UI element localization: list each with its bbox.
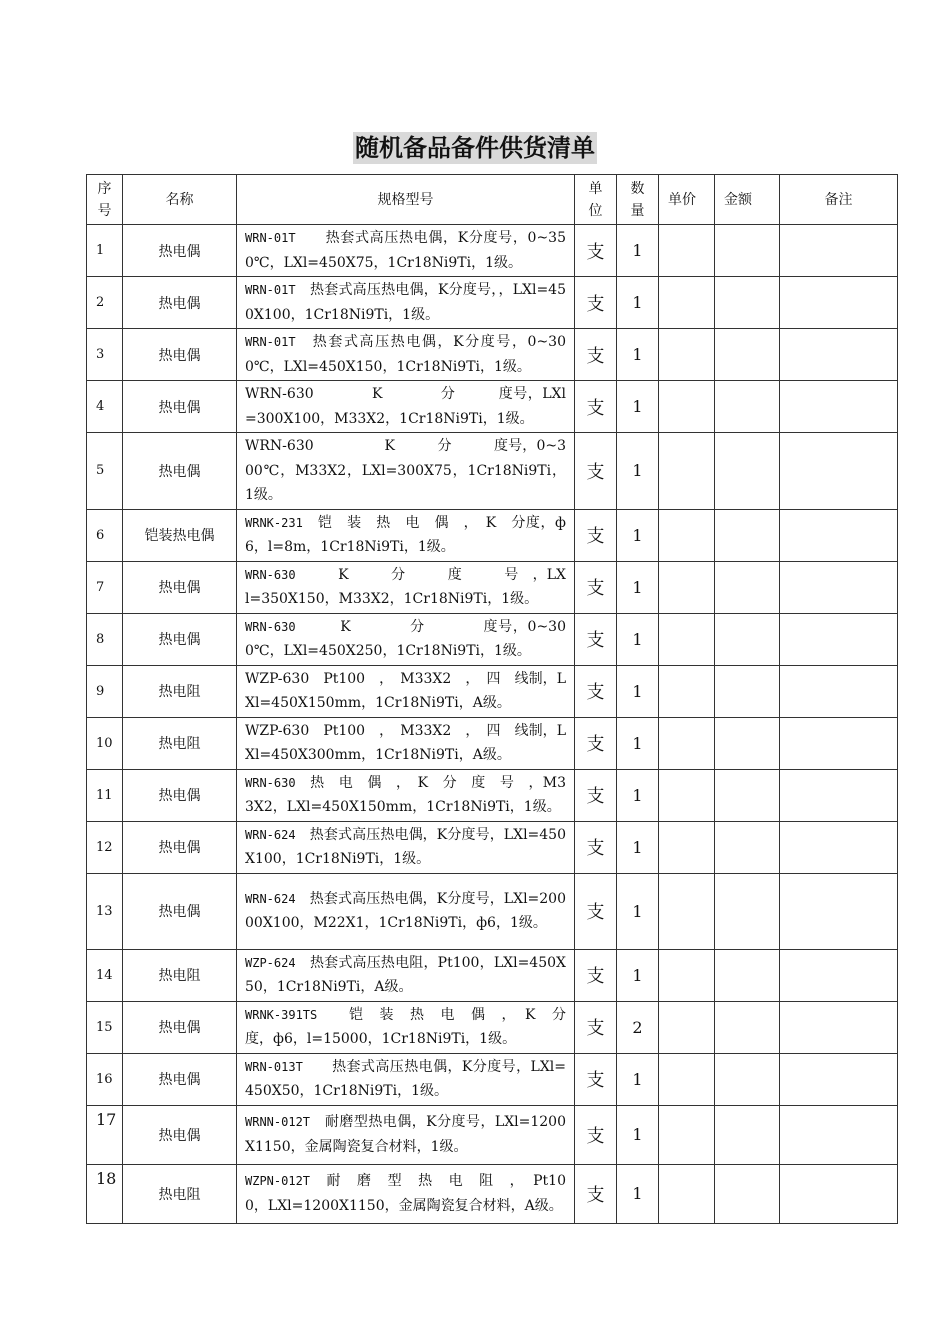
cell-note bbox=[780, 949, 898, 1001]
cell-unit: 支 bbox=[575, 769, 617, 821]
cell-amount bbox=[715, 277, 780, 329]
header-amount: 金额 bbox=[715, 175, 780, 225]
table-row bbox=[87, 873, 898, 949]
cell-note bbox=[780, 665, 898, 717]
table-row bbox=[87, 433, 898, 510]
cell-price bbox=[659, 329, 715, 381]
spec-description: 热套式高压热电偶，K分度号，LXl=450X100，1Cr18Ni9Ti，1级。 bbox=[245, 826, 566, 867]
cell-note bbox=[780, 329, 898, 381]
cell-note bbox=[780, 769, 898, 821]
cell-name: 热电偶 bbox=[123, 381, 237, 433]
spec-model-code: WZPN-012T bbox=[245, 1174, 311, 1188]
cell-spec bbox=[237, 329, 575, 381]
spec-description: 热套式高压热电偶，K分度号，，LXl=450X100，1Cr18Ni9Ti，1级。 bbox=[245, 282, 566, 323]
spec-description: WZP-630 Pt100 ， M33X2 ， 四 线制，LXl=450X300mm，1Cr18Ni9Ti，A级。 bbox=[245, 722, 566, 763]
spec-description: K 分 度 号 ，LXl=350X150，M33X2，1Cr18Ni9Ti，1级。 bbox=[245, 566, 566, 607]
cell-note bbox=[780, 225, 898, 277]
cell-name: 热电偶 bbox=[123, 277, 237, 329]
cell-spec bbox=[237, 225, 575, 277]
cell-note bbox=[780, 277, 898, 329]
cell-amount bbox=[715, 1001, 780, 1053]
cell-seq: 18 bbox=[87, 1164, 123, 1223]
cell-amount bbox=[715, 821, 780, 873]
spec-model-code: WRN-01T bbox=[245, 283, 296, 297]
cell-name: 热电阻 bbox=[123, 665, 237, 717]
header-note: 备注 bbox=[780, 175, 898, 225]
cell-note bbox=[780, 1164, 898, 1223]
table-row bbox=[87, 225, 898, 277]
cell-price bbox=[659, 277, 715, 329]
cell-spec bbox=[237, 821, 575, 873]
cell-qty: 1 bbox=[617, 225, 659, 277]
table-row bbox=[87, 561, 898, 613]
cell-seq: 16 bbox=[87, 1053, 123, 1105]
cell-name: 铠装热电偶 bbox=[123, 509, 237, 561]
spec-model-code: WRNK-391TS bbox=[245, 1007, 318, 1022]
cell-price bbox=[659, 433, 715, 510]
spec-model-code: WRN-624 bbox=[245, 827, 296, 842]
cell-qty: 1 bbox=[617, 561, 659, 613]
spec-description: 铠 装 热 电 偶 ， K 分度，ф6，l=8m，1Cr18Ni9Ti，1级。 bbox=[245, 514, 566, 555]
cell-seq: 17 bbox=[87, 1105, 123, 1164]
cell-unit: 支 bbox=[575, 277, 617, 329]
cell-price bbox=[659, 613, 715, 665]
cell-seq: 11 bbox=[87, 769, 123, 821]
cell-unit: 支 bbox=[575, 665, 617, 717]
cell-unit: 支 bbox=[575, 717, 617, 769]
cell-seq: 8 bbox=[87, 613, 123, 665]
cell-price bbox=[659, 873, 715, 949]
cell-spec bbox=[237, 717, 575, 769]
cell-name: 热电偶 bbox=[123, 769, 237, 821]
cell-price bbox=[659, 1105, 715, 1164]
cell-unit: 支 bbox=[575, 433, 617, 510]
cell-qty: 1 bbox=[617, 1105, 659, 1164]
cell-qty: 1 bbox=[617, 329, 659, 381]
cell-unit: 支 bbox=[575, 1105, 617, 1164]
cell-amount bbox=[715, 613, 780, 665]
cell-name: 热电偶 bbox=[123, 433, 237, 510]
title-text: 随机备品备件供货清单 bbox=[355, 134, 595, 162]
table-row bbox=[87, 665, 898, 717]
cell-amount bbox=[715, 949, 780, 1001]
cell-spec bbox=[237, 873, 575, 949]
cell-price bbox=[659, 509, 715, 561]
cell-unit: 支 bbox=[575, 329, 617, 381]
cell-price bbox=[659, 225, 715, 277]
cell-seq: 15 bbox=[87, 1001, 123, 1053]
cell-qty: 1 bbox=[617, 277, 659, 329]
cell-amount bbox=[715, 381, 780, 433]
cell-price bbox=[659, 665, 715, 717]
cell-note bbox=[780, 613, 898, 665]
spec-model-code: WRNK-231 bbox=[245, 515, 303, 530]
cell-spec bbox=[237, 613, 575, 665]
spec-description: 热套式高压热电偶，K分度号，0~300℃，LXl=450X150，1Cr18Ni9Ti，1级。 bbox=[245, 334, 566, 375]
spec-description: 热套式高压热电偶，K分度号，LXl=450X50，1Cr18Ni9Ti，1级。 bbox=[245, 1058, 566, 1099]
cell-note bbox=[780, 821, 898, 873]
table-row bbox=[87, 717, 898, 769]
cell-unit: 支 bbox=[575, 561, 617, 613]
spec-model-code: WRN-630 bbox=[245, 567, 296, 582]
cell-seq: 1 bbox=[87, 225, 123, 277]
spec-model-code: WRN-01T bbox=[245, 335, 296, 349]
spec-description: 耐 磨 型 热 电 阻 ， Pt100，LXl=1200X1150，金属陶瓷复合材料，A级。 bbox=[245, 1173, 566, 1214]
cell-price bbox=[659, 561, 715, 613]
table-row bbox=[87, 769, 898, 821]
cell-name: 热电偶 bbox=[123, 613, 237, 665]
cell-name: 热电阻 bbox=[123, 717, 237, 769]
cell-note bbox=[780, 381, 898, 433]
cell-amount bbox=[715, 561, 780, 613]
cell-price bbox=[659, 1164, 715, 1223]
spec-model-code: WRNN-012T bbox=[245, 1115, 311, 1129]
header-spec: 规格型号 bbox=[237, 175, 575, 225]
cell-amount bbox=[715, 665, 780, 717]
header-unit: 单位 bbox=[575, 175, 617, 225]
cell-note bbox=[780, 873, 898, 949]
cell-price bbox=[659, 381, 715, 433]
cell-spec bbox=[237, 1105, 575, 1164]
cell-qty: 1 bbox=[617, 1164, 659, 1223]
spec-description: 热套式高压热电偶，K分度号，LXl=20000X100，M22X1，1Cr18Ni9Ti，ф6，1级。 bbox=[245, 890, 566, 931]
table-row bbox=[87, 821, 898, 873]
cell-name: 热电偶 bbox=[123, 1053, 237, 1105]
cell-unit: 支 bbox=[575, 509, 617, 561]
spec-description: K 分 度号，0~300℃，LXl=450X250，1Cr18Ni9Ti，1级。 bbox=[245, 618, 566, 659]
spec-model-code: WRN-624 bbox=[245, 891, 296, 906]
cell-name: 热电偶 bbox=[123, 873, 237, 949]
table-header-row bbox=[87, 175, 898, 225]
cell-unit: 支 bbox=[575, 873, 617, 949]
header-seq: 序号 bbox=[87, 175, 123, 225]
cell-spec bbox=[237, 1164, 575, 1223]
spec-model-code: WRN-013T bbox=[245, 1059, 303, 1074]
header-price: 单价 bbox=[659, 175, 715, 225]
table-row bbox=[87, 1105, 898, 1164]
cell-amount bbox=[715, 1164, 780, 1223]
cell-price bbox=[659, 769, 715, 821]
table-row bbox=[87, 509, 898, 561]
spec-description: WRN-630 K 分 度号，LXl=300X100，M33X2，1Cr18Ni9Ti，1级。 bbox=[245, 386, 566, 427]
cell-unit: 支 bbox=[575, 613, 617, 665]
cell-qty: 1 bbox=[617, 1053, 659, 1105]
cell-qty: 1 bbox=[617, 433, 659, 510]
cell-qty: 1 bbox=[617, 769, 659, 821]
table-row bbox=[87, 1053, 898, 1105]
cell-note bbox=[780, 717, 898, 769]
cell-unit: 支 bbox=[575, 225, 617, 277]
cell-name: 热电偶 bbox=[123, 1105, 237, 1164]
cell-note bbox=[780, 1053, 898, 1105]
cell-qty: 2 bbox=[617, 1001, 659, 1053]
cell-spec bbox=[237, 277, 575, 329]
cell-seq: 12 bbox=[87, 821, 123, 873]
cell-seq: 14 bbox=[87, 949, 123, 1001]
spec-model-code: WZP-624 bbox=[245, 955, 296, 970]
spec-model-code: WRN-630 bbox=[245, 775, 296, 790]
cell-qty: 1 bbox=[617, 949, 659, 1001]
cell-spec bbox=[237, 433, 575, 510]
cell-spec bbox=[237, 665, 575, 717]
cell-seq: 7 bbox=[87, 561, 123, 613]
cell-amount bbox=[715, 717, 780, 769]
cell-note bbox=[780, 1001, 898, 1053]
cell-name: 热电阻 bbox=[123, 949, 237, 1001]
cell-price bbox=[659, 717, 715, 769]
cell-note bbox=[780, 561, 898, 613]
spec-description: 热套式高压热电阻，Pt100，LXl=450X50，1Cr18Ni9Ti，A级。 bbox=[245, 954, 566, 995]
spec-description: 铠 装 热 电 偶 ， K 分度，ф6，l=15000，1Cr18Ni9Ti，1级。 bbox=[245, 1006, 566, 1047]
cell-name: 热电偶 bbox=[123, 821, 237, 873]
cell-spec bbox=[237, 1001, 575, 1053]
header-name: 名称 bbox=[123, 175, 237, 225]
spec-description: 热 电 偶 ， K 分 度 号 ，M33X2，LXl=450X150mm，1Cr18Ni9Ti，1级。 bbox=[245, 774, 566, 815]
cell-amount bbox=[715, 873, 780, 949]
table-row bbox=[87, 1001, 898, 1053]
cell-seq: 10 bbox=[87, 717, 123, 769]
cell-price bbox=[659, 1001, 715, 1053]
cell-qty: 1 bbox=[617, 717, 659, 769]
cell-price bbox=[659, 1053, 715, 1105]
cell-seq: 4 bbox=[87, 381, 123, 433]
table-row bbox=[87, 613, 898, 665]
cell-spec bbox=[237, 509, 575, 561]
cell-seq: 2 bbox=[87, 277, 123, 329]
cell-spec bbox=[237, 949, 575, 1001]
cell-spec bbox=[237, 769, 575, 821]
cell-seq: 3 bbox=[87, 329, 123, 381]
cell-seq: 13 bbox=[87, 873, 123, 949]
table-body bbox=[87, 225, 898, 1224]
spare-parts-table bbox=[86, 174, 898, 1224]
cell-amount bbox=[715, 433, 780, 510]
cell-name: 热电偶 bbox=[123, 329, 237, 381]
document-title bbox=[0, 132, 950, 164]
cell-name: 热电偶 bbox=[123, 225, 237, 277]
spec-description: 耐磨型热电偶，K分度号，LXl=1200X1150，金属陶瓷复合材料，1级。 bbox=[245, 1114, 566, 1155]
cell-unit: 支 bbox=[575, 381, 617, 433]
cell-spec bbox=[237, 381, 575, 433]
cell-amount bbox=[715, 769, 780, 821]
table-row bbox=[87, 949, 898, 1001]
cell-name: 热电偶 bbox=[123, 561, 237, 613]
table-row bbox=[87, 277, 898, 329]
spec-description: WZP-630 Pt100 ， M33X2 ， 四 线制，LXl=450X150mm，1Cr18Ni9Ti，A级。 bbox=[245, 670, 566, 711]
cell-price bbox=[659, 949, 715, 1001]
spec-model-code: WRN-630 bbox=[245, 619, 296, 634]
cell-seq: 9 bbox=[87, 665, 123, 717]
cell-unit: 支 bbox=[575, 821, 617, 873]
cell-unit: 支 bbox=[575, 1001, 617, 1053]
spec-description: WRN-630 K 分 度号，0~300℃，M33X2，LXl=300X75，1Cr18Ni9Ti，1级。 bbox=[245, 438, 566, 503]
table-row bbox=[87, 1164, 898, 1223]
header-qty: 数量 bbox=[617, 175, 659, 225]
cell-qty: 1 bbox=[617, 821, 659, 873]
cell-price bbox=[659, 821, 715, 873]
cell-unit: 支 bbox=[575, 1164, 617, 1223]
cell-qty: 1 bbox=[617, 613, 659, 665]
cell-note bbox=[780, 433, 898, 510]
spec-model-code: WRN-01T bbox=[245, 231, 296, 245]
spec-description: 热套式高压热电偶，K分度号，0~350℃，LXl=450X75，1Cr18Ni9Ti，1级。 bbox=[245, 230, 566, 271]
cell-name: 热电偶 bbox=[123, 1001, 237, 1053]
cell-amount bbox=[715, 1105, 780, 1164]
cell-qty: 1 bbox=[617, 873, 659, 949]
cell-unit: 支 bbox=[575, 1053, 617, 1105]
cell-amount bbox=[715, 509, 780, 561]
cell-seq: 6 bbox=[87, 509, 123, 561]
cell-note bbox=[780, 1105, 898, 1164]
cell-name: 热电阻 bbox=[123, 1164, 237, 1223]
cell-qty: 1 bbox=[617, 509, 659, 561]
cell-seq: 5 bbox=[87, 433, 123, 510]
cell-note bbox=[780, 509, 898, 561]
cell-amount bbox=[715, 225, 780, 277]
cell-amount bbox=[715, 1053, 780, 1105]
cell-spec bbox=[237, 1053, 575, 1105]
cell-amount bbox=[715, 329, 780, 381]
cell-unit: 支 bbox=[575, 949, 617, 1001]
cell-spec bbox=[237, 561, 575, 613]
cell-qty: 1 bbox=[617, 665, 659, 717]
table-row bbox=[87, 329, 898, 381]
table-row bbox=[87, 381, 898, 433]
cell-qty: 1 bbox=[617, 381, 659, 433]
